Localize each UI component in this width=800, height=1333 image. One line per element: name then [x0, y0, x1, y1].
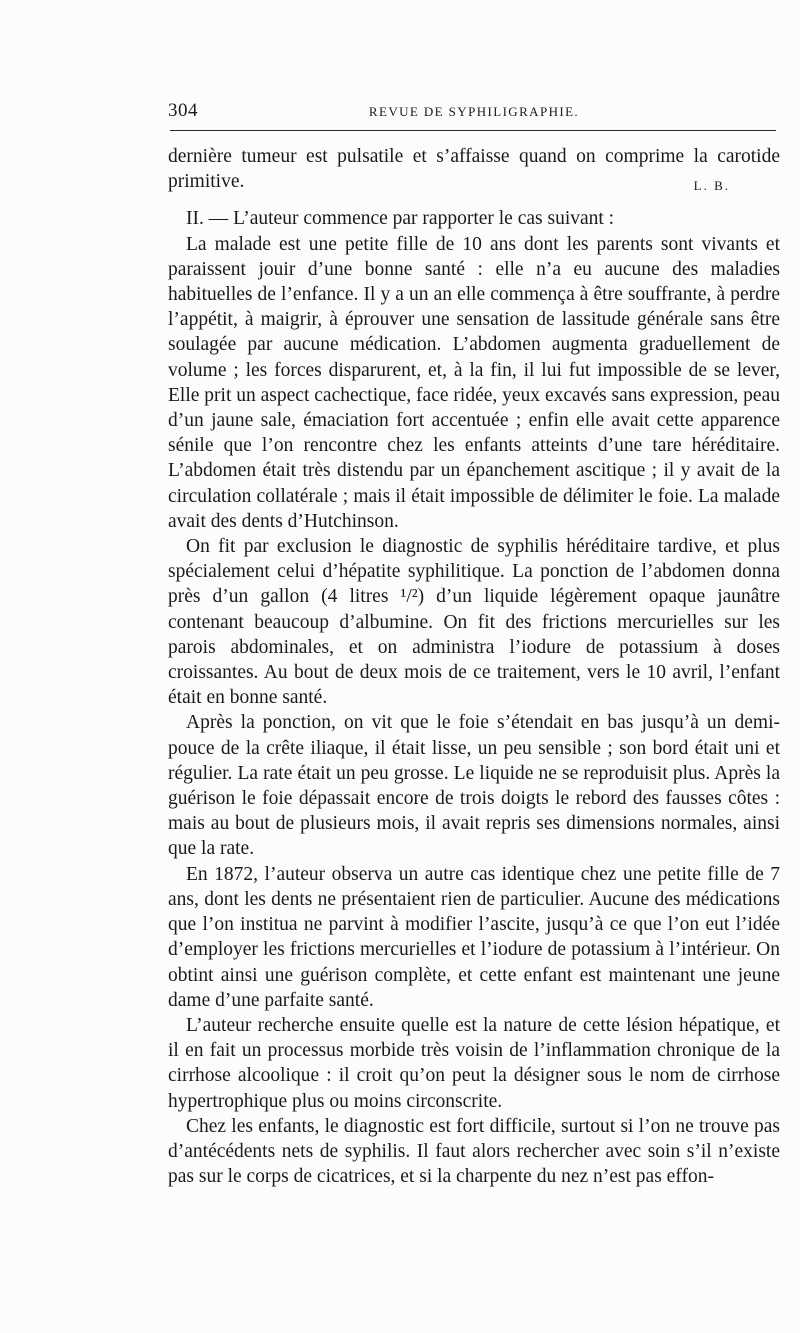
paragraph: Chez les enfants, le diagnostic est fort difficile, surtout si l’on ne trouve pas d’antécédents nets de syphilis. Il faut alors rechercher avec soin s’il n’existe pas sur le corps de cicatrices, et si la charpente du nez n’est pas effon- [168, 1115, 780, 1188]
page-number: 304 [168, 100, 198, 121]
running-head: REVUE DE SYPHILIGRAPHIE. [368, 104, 580, 119]
paragraph: On fit par exclusion le diagnostic de syphilis héréditaire tardive, et plus spécialement celui d’hépatite syphilitique. La ponction de l’abdomen donna près d’un gallon (4 litres ¹/²) d’un liquide légèrement opaque jaunâtre contenant beaucoup d’albumine. On fit des frictions mercurielles sur les parois abdominales, et on administra l’iodure de potassium à doses croissantes. Au bout de deux mois de ce traitement, vers le 10 avril, l’enfant était en bonne santé. [168, 536, 780, 709]
author-signature: L. B. [693, 178, 730, 194]
paragraph-section-heading: II. — L’auteur commence par rapporter le cas suivant : [186, 208, 615, 230]
paragraph: La malade est une petite fille de 10 ans dont les parents sont vivants et paraissent jouir d’une bonne santé : elle n’a eu aucune des maladies habituelles de l’enfance. Il y a un an elle commença à être souffrante, à perdre l’appétit, à maigrir, à éprouver une sensation de lassitude générale sans être soulagée par aucune médication. L’abdomen augmenta graduellement de volume ; les forces disparurent, et, à la fin, il lui fut impossible de se lever, Elle prit un aspect cachectique, face ridée, yeux excavés sans expression, peau d’un jaune sale, émaciation fort accentuée ; enfin elle avait cette apparence sénile que l’on rencontre chez les enfants atteints d’une tare héréditaire. L’abdomen était très distendu par un épanchement ascitique ; il y avait de la circulation collatérale ; mais il était impossible de délimiter le foie. La malade avait des dents d’Hutchinson. [168, 233, 780, 532]
paragraph: Après la ponction, on vit que le foie s’étendait en bas jusqu’à un demi-pouce de la crête iliaque, il était lisse, un peu sensible ; son bord était uni et régulier. La rate était un peu grosse. Le liquide ne se reproduisit plus. Après la guérison le foie dépassait encore de trois doigts le rebord des fausses côtes : mais au bout de plusieurs mois, il avait repris ses dimensions normales, ainsi que la rate. [168, 712, 780, 860]
body-text [168, 144, 780, 1189]
paragraph: L’auteur recherche ensuite quelle est la nature de cette lésion hépatique, et il en fait un processus morbide très voisin de l’inflammation chronique de la cirrhose alcoolique : il croit qu’on peut la désigner sous le nom de cirrhose hypertrophique plus ou moins circonscrite. [168, 1014, 780, 1112]
paragraph: En 1872, l’auteur observa un autre cas identique chez une petite fille de 7 ans, dont les dents ne présentaient rien de particulier. Aucune des médications que l’on institua ne parvint à modifier l’ascite, jusqu’à ce que l’on eut l’idée d’employer les frictions mercurielles et l’iodure de potassium à l’intérieur. On obtint ainsi une guérison complète, et cette enfant est maintenant une jeune dame d’une parfaite santé. [168, 863, 780, 1011]
paragraph-continuation [168, 144, 780, 194]
paragraph-text: dernière tumeur est pulsatile et s’affaisse quand on comprime la carotide primitive. [168, 146, 780, 193]
page-header [168, 100, 780, 126]
header-rule [170, 130, 776, 131]
